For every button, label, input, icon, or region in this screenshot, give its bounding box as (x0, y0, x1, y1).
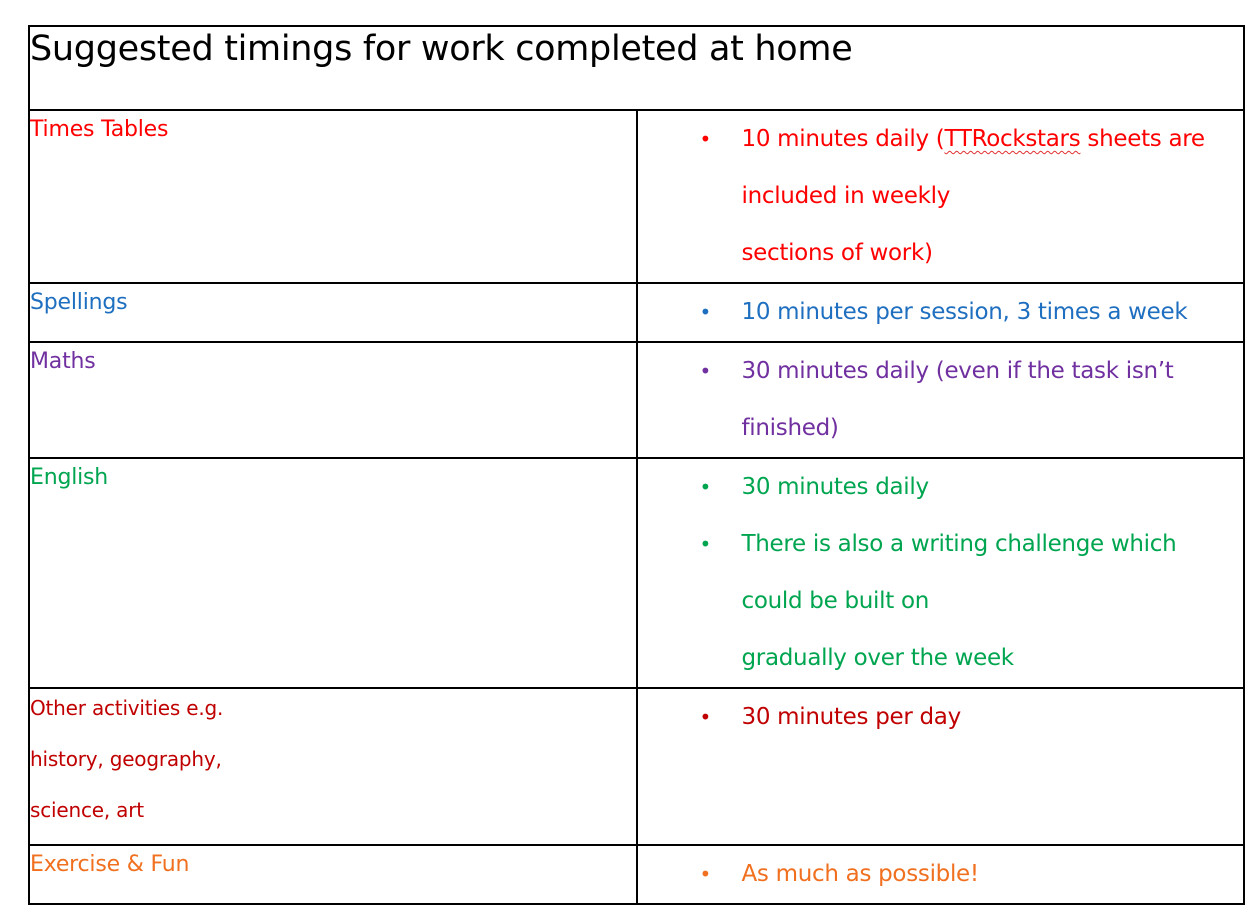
timing-list (638, 689, 1244, 746)
subject-cell (29, 688, 637, 845)
title-cell (29, 26, 1244, 110)
bullet-icon: • (699, 705, 711, 729)
bullet-icon: • (699, 532, 711, 556)
subject-label-english: English (30, 465, 109, 490)
subject-label-maths: Maths (30, 349, 96, 374)
title-row (29, 26, 1244, 110)
timing-cell (637, 688, 1245, 845)
timing-text: There is also a writing challenge which could be built on (741, 531, 1177, 614)
page-title: Suggested timings for work completed at home (30, 29, 853, 69)
table-row-other-activities (29, 688, 1244, 845)
table-row-times-tables (29, 110, 1244, 283)
timing-item (638, 343, 1244, 457)
timing-cell (637, 283, 1245, 342)
timing-text-part: 10 minutes daily ( (741, 126, 945, 152)
timing-item (638, 846, 1244, 903)
table-row-maths (29, 342, 1244, 458)
timing-list (638, 459, 1244, 687)
table-row-exercise-fun (29, 845, 1244, 904)
subject-cell (29, 342, 637, 458)
timing-cell (637, 845, 1245, 904)
spellcheck-word: TTRockstars (944, 126, 1081, 152)
timing-list (638, 846, 1244, 903)
subject-label-exercise-fun: Exercise & Fun (30, 852, 190, 877)
subject-cell (29, 458, 637, 688)
timing-list (638, 111, 1244, 282)
timing-text: 30 minutes daily (741, 474, 929, 500)
timing-item (638, 459, 1244, 516)
bullet-icon: • (699, 475, 711, 499)
subject-label-other-activities (30, 683, 636, 836)
bullet-icon: • (699, 862, 711, 886)
subject-cell (29, 283, 637, 342)
subject-label-line: Other activities e.g. (30, 696, 224, 720)
timing-text-part: sheets are included in weekly (741, 126, 1205, 209)
bullet-icon: • (699, 300, 711, 324)
timing-text: As much as possible! (741, 861, 979, 887)
timing-item (638, 284, 1244, 341)
timing-item (638, 111, 1244, 282)
timing-cell (637, 110, 1245, 283)
timing-cell (637, 342, 1245, 458)
table-row-spellings (29, 283, 1244, 342)
timing-text: 30 minutes daily (even if the task isn’t finished) (741, 358, 1174, 441)
timing-text: 10 minutes per session, 3 times a week (741, 299, 1188, 325)
bullet-icon: • (699, 359, 711, 383)
timing-item (638, 689, 1244, 746)
timing-list (638, 284, 1244, 341)
timing-cell (637, 458, 1245, 688)
timings-table (28, 25, 1245, 905)
subject-cell (29, 845, 637, 904)
timing-text-continued: gradually over the week (741, 645, 1014, 671)
subject-label-line: history, geography, (30, 747, 222, 771)
table-row-english (29, 458, 1244, 688)
timing-text: 30 minutes per day (741, 704, 961, 730)
timing-item (638, 516, 1244, 687)
subject-label-times-tables: Times Tables (30, 117, 169, 142)
subject-label-spellings: Spellings (30, 290, 128, 315)
subject-label-line: science, art (30, 798, 144, 822)
subject-cell (29, 110, 637, 283)
timing-list (638, 343, 1244, 457)
timing-text-continued: sections of work) (741, 240, 933, 266)
bullet-icon: • (699, 127, 711, 151)
